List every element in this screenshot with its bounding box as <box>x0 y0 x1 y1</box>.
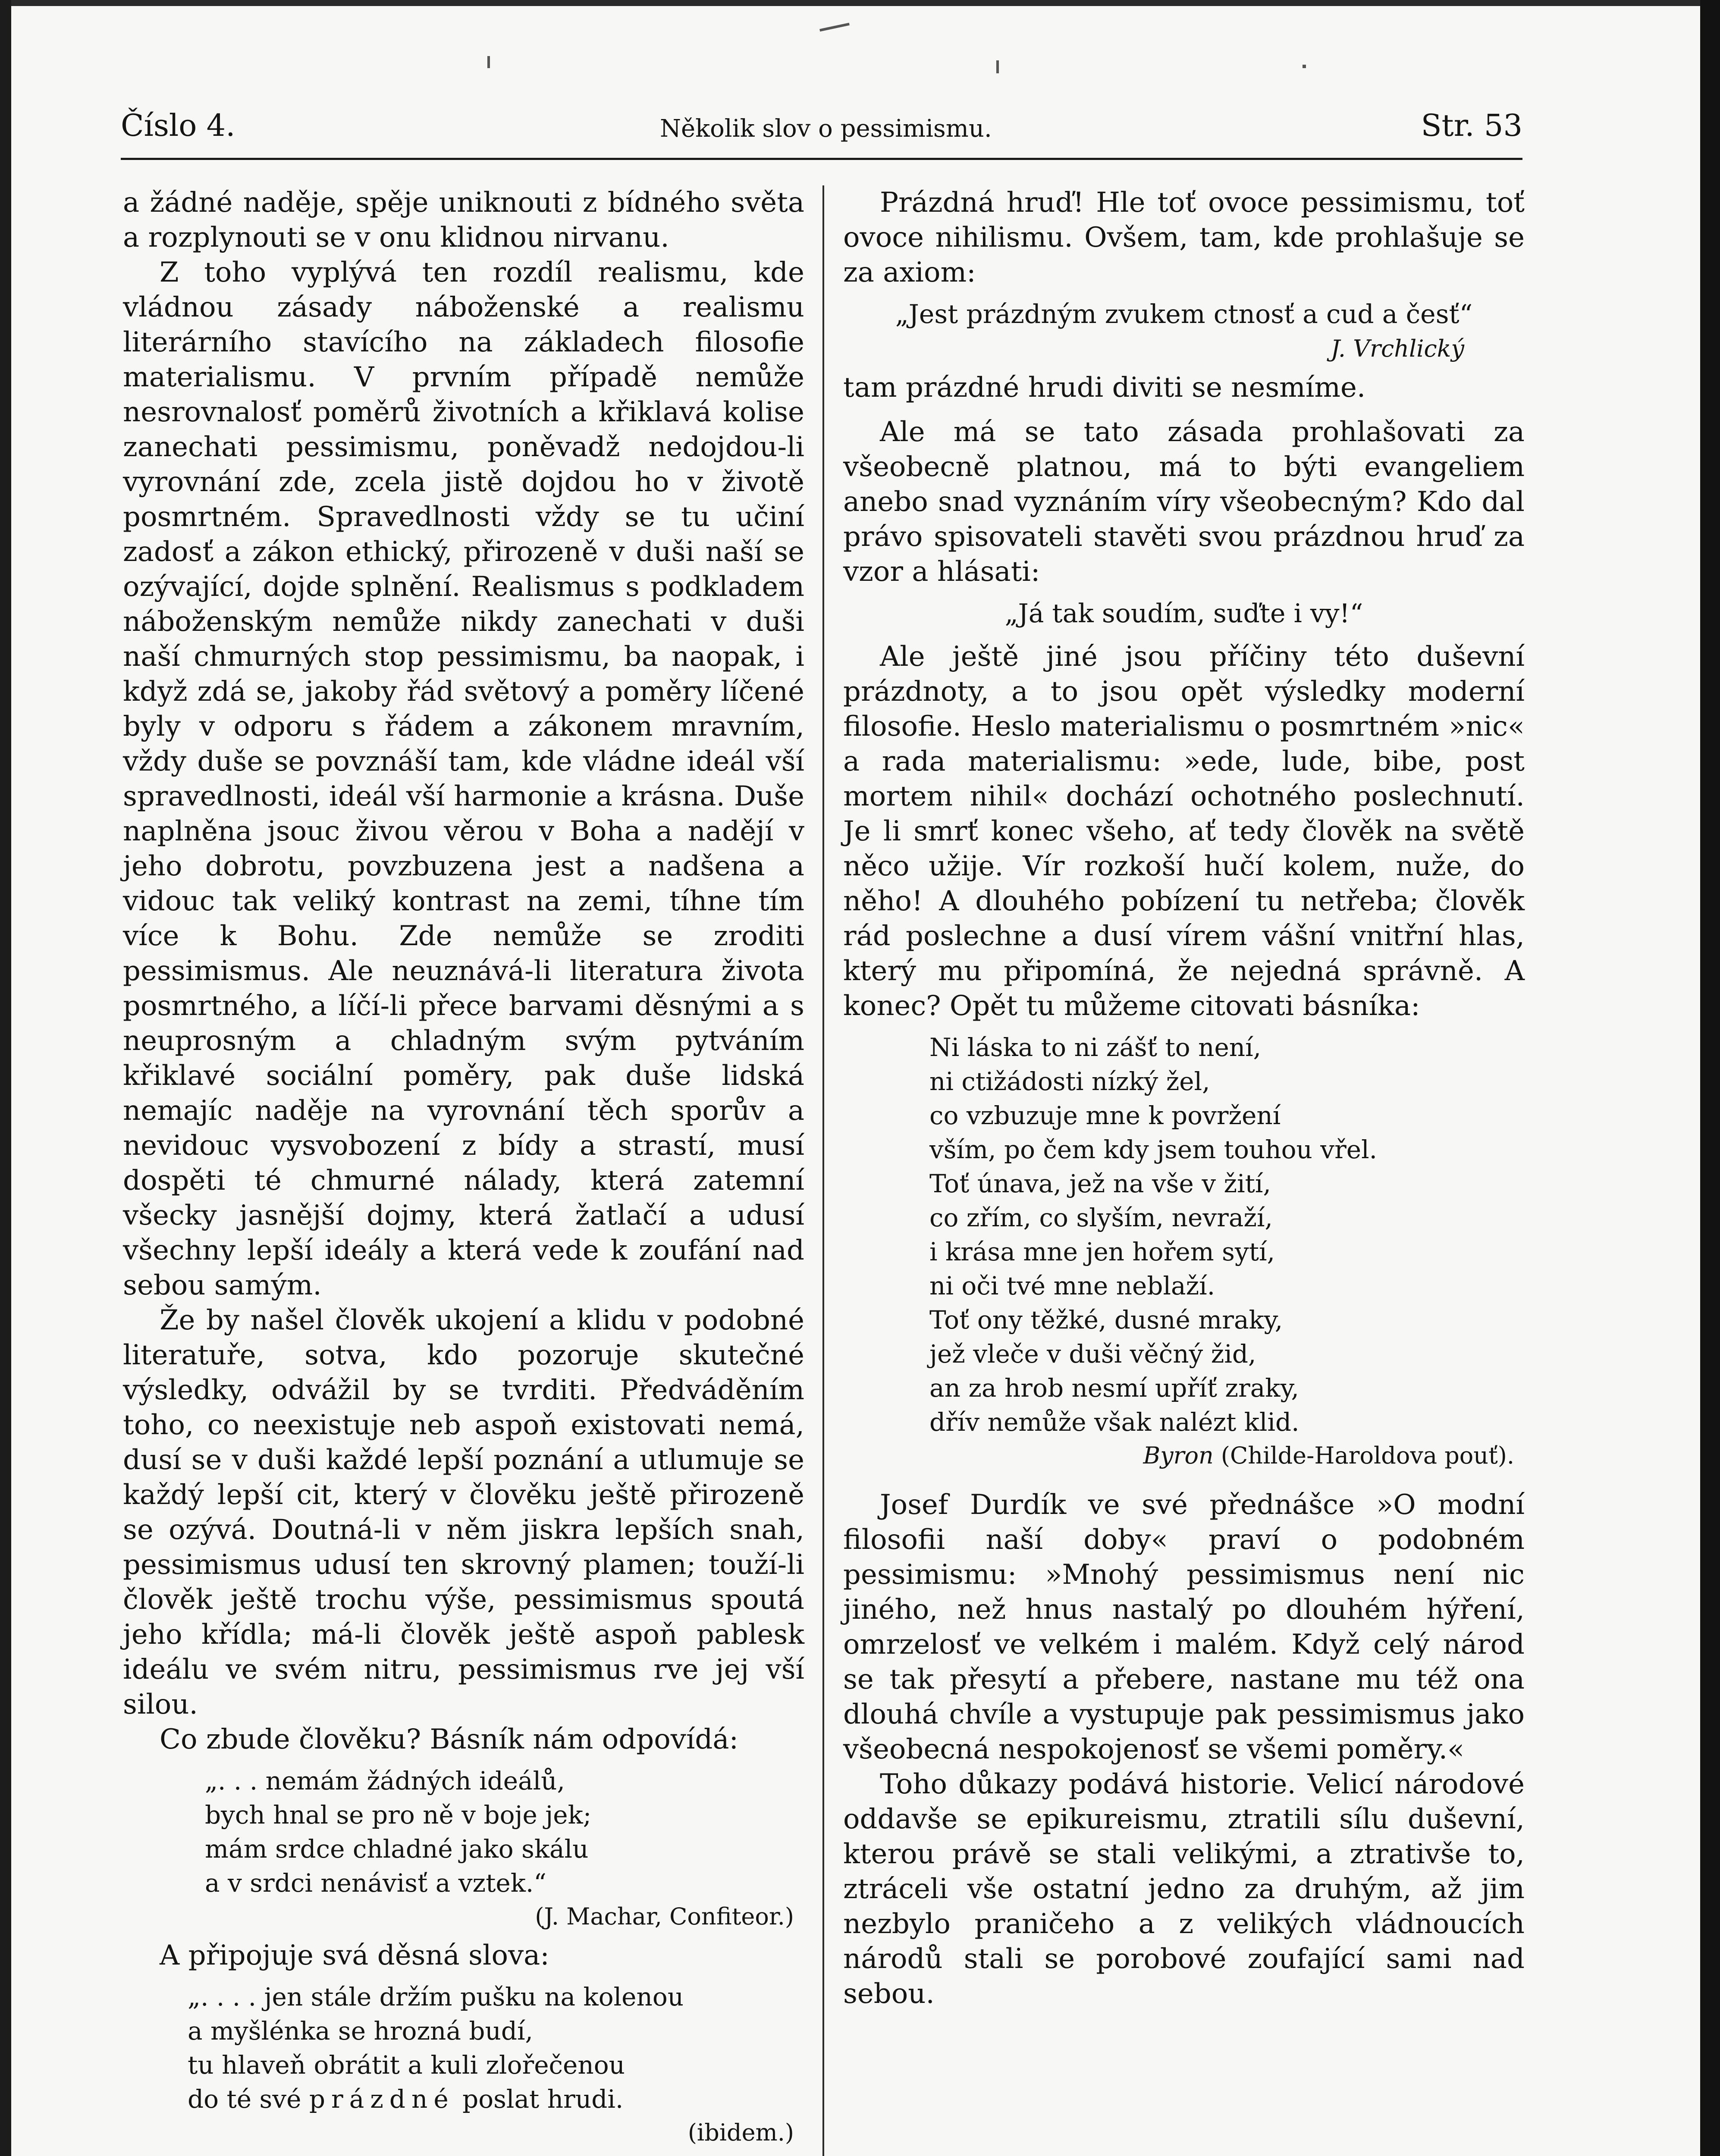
verse-line: a v srdci nenávisť a vztek.“ <box>205 1868 546 1898</box>
paragraph: Co zbude člověku? Básník nám odpovídá: <box>160 1724 739 1755</box>
verse-line: dřív nemůže však nalézt klid. <box>929 1407 1299 1437</box>
attribution <box>843 1439 1514 1472</box>
running-title: Několik slov o pessimismu. <box>660 115 992 143</box>
verse-fragment: poslat hrudi. <box>462 2084 624 2114</box>
stanza <box>929 1303 1525 1439</box>
page-number: Str. 53 <box>1421 108 1522 143</box>
verse-line: Ni láska to ni zášť to není, <box>929 1033 1262 1062</box>
verse-line: an za hrob nesmí upříť zraky, <box>929 1373 1299 1403</box>
quotation: „Jest prázdným zvukem ctnosť a cud a česť“ <box>895 299 1473 329</box>
scan-speck <box>1303 65 1306 68</box>
verse-line: „. . . . jen stále držím pušku na kolenou <box>188 1982 684 2012</box>
paragraph: a žádné naděje, spěje uniknouti z bídného světa a rozplynouti se v onu klidnou nirvanu. <box>123 187 804 254</box>
verse-line: jež vleče v duši věčný žid, <box>929 1339 1256 1369</box>
verse-byron <box>929 1031 1525 1439</box>
verse-ibidem <box>188 1980 804 2116</box>
scan-border-right <box>1700 0 1720 2156</box>
paragraph: Ale ještě jiné jsou příčiny této duševní prázdnoty, a to jsou opět výsledky moderní filosofie. Heslo materialismu o posmrtném »nic« a rada materialismu: »ede, lude, bibe, post mortem nihil« dochází ochotného poslechnutí. Je li smrť konec všeho, ať tedy člověk na světě něco užije. Vír rozkoší hučí kolem, nuže, do něho! A dlouhého pobízení tu netřeba; člověk rád poslechne a dusí vírem vášní vnitřní hlas, který mu připomíná, že nejedná správně. A konec? Opět tu můžeme citovati básníka: <box>843 641 1525 1022</box>
verse-line: tu hlaveň obrátit a kuli zlořečenou <box>188 2050 625 2080</box>
header-rule <box>121 158 1522 160</box>
scan-border-top <box>0 0 1720 6</box>
column-divider <box>822 185 824 2156</box>
verse-line: a myšlénka se hrozná budí, <box>188 2016 533 2046</box>
verse-line: vším, po čem kdy jsem touhou vřel. <box>929 1135 1378 1164</box>
attribution: (J. Machar, Confiteor.) <box>535 1903 794 1930</box>
paragraph: Že by našel člověk ukojení a klidu v podobné literatuře, sotva, kdo pozoruje skutečné výsledky, odvážil by se tvrditi. Předváděním toho, co neexistuje neb aspoň existovati nemá, dusí se v duši každé lepší poznání a utlumuje se každý lepší cit, který v člověku ještě přirozeně se ozývá. Doutná-li v něm jiskra lepších snah, pessimismus udusí ten skrovný plamen; touží-li člověk ještě trochu výše, pessimismus spoutá jeho křídla; má-li člověk ještě aspoň pablesk ideálu ve svém nitru, pessimismus rve jej vší silou. <box>123 1304 804 1720</box>
verse-line: co vzbuzuje mne k povržení <box>929 1101 1281 1130</box>
paragraph: tam prázdné hrudi diviti se nesmíme. <box>843 372 1366 404</box>
stanza <box>929 1031 1525 1167</box>
paragraph: Z toho vyplývá ten rozdíl realismu, kde vládnou zásady náboženské a realismu literárního stavícího na základech filosofie materialismu. V prvním případě nemůže nesrovnalosť poměrů životních a křiklavá kolise zanechati pessimismu, poněvadž nedojdou-li vyrovnání zde, zcela jistě dojdou ho v životě posmrtném. Spravedlnosti vždy se tu učiní zadosť a zákon ethický, přirozeně v duši naší se ozývající, dojde splnění. Realismus s podkladem náboženským nemůže nikdy zanechati v duši naší chmurných stop pessimismu, ba naopak, i když zdá se, jakoby řád světový a poměry líčené byly v odporu s řádem a zákonem mravním, vždy duše se povznáší tam, kde vládne ideál vší spravedlnosti, ideál vší harmonie a krásna. Duše naplněna jsouc živou věrou v Boha a nadějí v jeho dobrotu, povzbuzena jest a nadšena a vidouc tak veliký kontrast na zemi, tíhne tím více k Bohu. Zde nemůže se zroditi pessimismus. Ale neuznává-li literatura života posmrtného, a líčí-li přece barvami děsnými a s neuprosným a chladným svým pytváním křiklavé sociální poměry, pak duše lidská nemajíc naděje na vyrovnání těch sporův a nevidouc vysvobození z bídy a strastí, musí dospěti té chmurné nálady, která zatemní všecky jasnější dojmy, která žatlačí a udusí všechny lepší ideály a která vede k zoufání nad sebou samým. <box>123 257 804 1301</box>
attribution-author: Byron <box>1143 1442 1214 1469</box>
verse-line: ni ctižádosti nízký žel, <box>929 1067 1210 1096</box>
verse-line: ni oči tvé mne neblaží. <box>929 1271 1215 1300</box>
scan-border-left <box>0 0 11 2156</box>
verse-line: Toť ony těžké, dusné mraky, <box>929 1305 1283 1335</box>
page-header <box>121 108 1522 155</box>
paragraph: Prázdná hruď! Hle toť ovoce pessimismu, toť ovoce nihilismu. Ovšem, tam, kde prohlašuje se za axiom: <box>843 187 1525 288</box>
attribution: J. Vrchlický <box>1331 335 1464 362</box>
scan-speck <box>819 23 850 31</box>
left-column <box>123 185 804 2154</box>
verse-line: co zřím, co slyším, nevraží, <box>929 1203 1273 1232</box>
verse-line: mám srdce chladné jako skálu <box>205 1834 589 1864</box>
quotation: „Já tak soudím, suďte i vy!“ <box>1004 599 1363 629</box>
verse-line: i krása mne jen hořem sytí, <box>929 1237 1275 1266</box>
right-column <box>843 185 1525 2012</box>
verse-fragment: do té své <box>188 2084 301 2114</box>
verse-line: bych hnal se pro ně v boje jek; <box>205 1800 592 1830</box>
issue-number: Číslo 4. <box>121 108 235 143</box>
emphasized-word: prázdné <box>309 2084 455 2114</box>
scan-speck <box>487 56 490 68</box>
paragraph: A připojuje svá děsná slova: <box>160 1940 549 1971</box>
paragraph: Josef Durdík ve své přednášce »O modní filosofii naší doby« praví o podobném pessimismu: »Mnohý pessimismus není nic jiného, než hnus nastalý po dlouhém hýření, omrzelosť ve velkém i malém. Když celý národ se tak přesytí a přebere, nastane mu též ona dlouhá chvíle a vystupuje pak pessimismus jako všeobecná nespokojenosť se všemi poměry.« <box>843 1489 1525 1765</box>
verse-machar <box>205 1764 804 1900</box>
attribution-work: (Childe-Haroldova pouť). <box>1221 1442 1514 1469</box>
verse-line: Toť únava, jež na vše v žití, <box>929 1169 1271 1198</box>
attribution: (ibidem.) <box>687 2119 794 2146</box>
scan-speck <box>996 60 999 73</box>
verse-line <box>188 2082 804 2116</box>
paragraph: Ale má se tato zásada prohlašovati za všeobecně platnou, má to býti evangeliem anebo snad vyznáním víry všeobecným? Kdo dal právo spisovateli stavěti svou prázdnou hruď za vzor a hlásati: <box>843 416 1525 588</box>
paragraph: Toho důkazy podává historie. Velicí národové oddavše se epikureismu, ztratili sílu duševní, kterou právě se stali velikými, a ztrativše to, ztráceli vše ostatní jedno za druhým, až jim nezbylo praničeho a z velikých vládnoucích národů stali se porobové zoufající sami nad sebou. <box>843 1768 1525 2010</box>
verse-line: „. . . nemám žádných ideálů, <box>205 1766 565 1796</box>
stanza <box>929 1167 1525 1303</box>
